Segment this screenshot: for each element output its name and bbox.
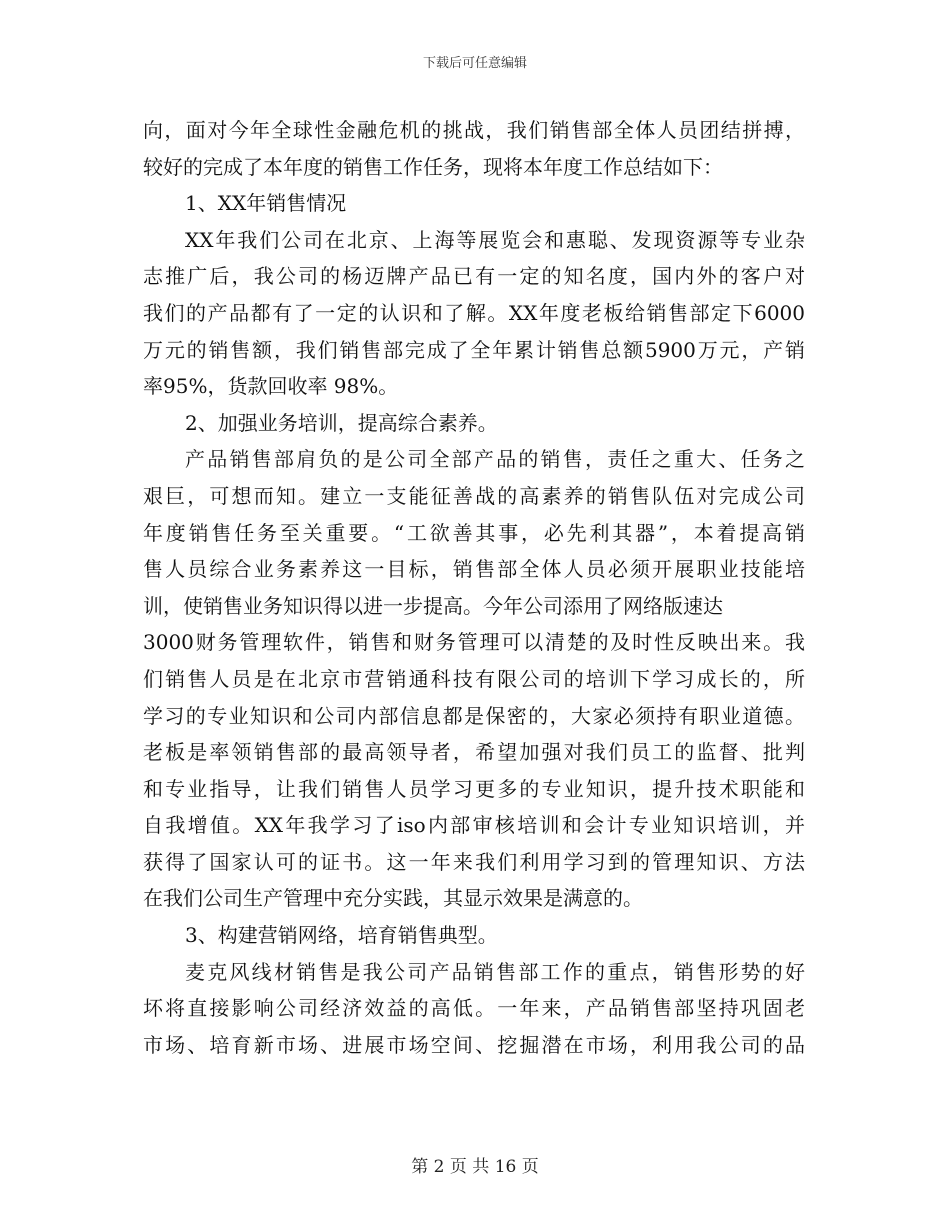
document-body	[143, 112, 805, 1063]
text-line: 艰巨，可想而知。建立一支能征善战的高素养的销售队伍对完成公司	[143, 483, 805, 508]
text-line: 志推广后，我公司的杨迈牌产品已有一定的知名度，国内外的客户对	[143, 264, 805, 289]
text-line: 年度销售任务至关重要。“工欲善其事，必先利其器”，本着提高销	[143, 520, 805, 545]
text-line: 自我增值。XX年我学习了iso内部审核培训和会计专业知识培训，并	[143, 813, 805, 838]
text-line: 2、加强业务培训，提高综合素养。	[185, 410, 498, 435]
text-line: 市场、培育新市场、进展市场空间、挖掘潜在市场，利用我公司的品	[143, 1032, 805, 1057]
text-line: 3、构建营销网络，培育销售典型。	[185, 923, 498, 948]
text-line: 较好的完成了本年度的销售工作任务，现将本年度工作总结如下：	[143, 154, 723, 179]
text-line: 麦克风线材销售是我公司产品销售部工作的重点，销售形势的好	[185, 959, 805, 984]
text-line: 产品销售部肩负的是公司全部产品的销售，责任之重大、任务之	[185, 447, 805, 472]
page-footer: 第 2 页 共 16 页	[411, 1157, 539, 1177]
text-line: 和专业指导，让我们销售人员学习更多的专业知识，提升技术职能和	[143, 776, 805, 801]
text-line: 在我们公司生产管理中充分实践，其显示效果是满意的。	[143, 886, 643, 911]
text-line: 向，面对今年全球性金融危机的挑战，我们销售部全体人员团结拼搏，	[143, 118, 805, 142]
text-line: 我们的产品都有了一定的认识和了解。XX年度老板给销售部定下6000	[143, 300, 805, 325]
text-line: 获得了国家认可的证书。这一年来我们利用学习到的管理知识、方法	[143, 849, 805, 874]
text-line: 1、XX年销售情况	[185, 191, 347, 216]
text-line: 万元的销售额，我们销售部完成了全年累计销售总额5900万元，产销	[143, 337, 805, 362]
text-line: 3000财务管理软件，销售和财务管理可以清楚的及时性反映出来。我	[143, 630, 805, 655]
page-header: 下载后可任意编辑	[422, 56, 527, 71]
text-line: XX年我们公司在北京、上海等展览会和惠聪、发现资源等专业杂	[185, 227, 805, 252]
text-line: 率95%，货款回收率 98%。	[143, 374, 399, 399]
text-line: 售人员综合业务素养这一目标，销售部全体人员必须开展职业技能培	[143, 557, 805, 582]
text-line: 们销售人员是在北京市营销通科技有限公司的培训下学习成长的，所	[143, 666, 805, 691]
text-line: 老板是率领销售部的最高领导者，希望加强对我们员工的监督、批判	[143, 740, 805, 765]
text-line: 坏将直接影响公司经济效益的高低。一年来，产品销售部坚持巩固老	[143, 996, 805, 1021]
text-line: 学习的专业知识和公司内部信息都是保密的，大家必须持有职业道德。	[143, 703, 805, 728]
text-line: 训，使销售业务知识得以进一步提高。今年公司添用了网络版速达	[143, 593, 723, 618]
